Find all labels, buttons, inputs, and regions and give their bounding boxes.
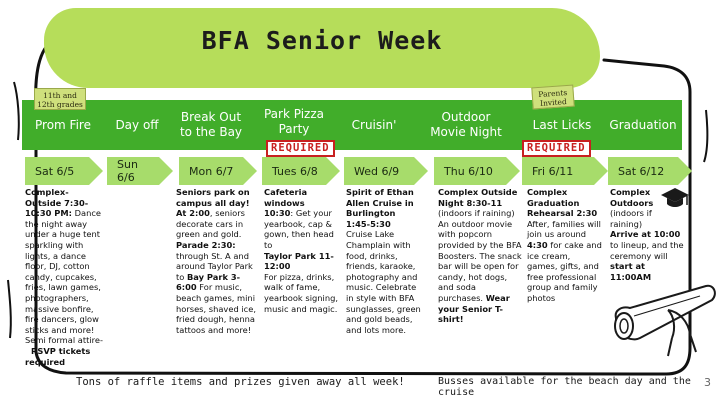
page-number: 3 bbox=[704, 376, 711, 389]
details-fri-rehearsal bbox=[527, 187, 603, 304]
details-fri-time: 4:30 bbox=[527, 239, 548, 250]
details-tues-text1: : Get your yearbook, cap & gown, then head to bbox=[264, 208, 334, 250]
details-sat2-title: Complex Outdoors bbox=[610, 187, 654, 208]
details-mon-baypark: Bay Park 3-6:00 bbox=[176, 271, 241, 293]
details-thu-text: (indoors if raining) An outdoor movie with popcorn provided by the BFA Boosters. The snack bar will be open for candy, hot dogs, and soda purchases. bbox=[438, 208, 522, 303]
date-sun-6-6: Sun 6/6 bbox=[107, 157, 159, 185]
footer-raffle-note: Tons of raffle items and prizes given away all week! bbox=[76, 376, 405, 388]
details-mon-bay bbox=[176, 187, 258, 335]
details-mon-park: Seniors park on campus all day! bbox=[176, 187, 250, 208]
details-sat2-text1: (indoors if raining) bbox=[610, 208, 652, 229]
date-tues-6-8: Tues 6/8 bbox=[262, 157, 326, 185]
event-break-out: Break Out to the Bay bbox=[179, 110, 243, 139]
graduation-cap-icon bbox=[660, 186, 690, 210]
details-wed-title: Spirit of Ethan Allen Cruise in Burlington 1:45-5:30 bbox=[346, 187, 414, 229]
details-wed-text: Cruise Lake Champlain with food, drinks, friends, karaoke, photography and music. Celebrate in style with BFA sunglasses, green and gold beads, and lots more. bbox=[346, 229, 421, 335]
details-tues-park: Taylor Park 11-12:00 bbox=[264, 250, 334, 272]
required-stamp-fri: REQUIRED bbox=[522, 140, 591, 157]
details-thu-title: Complex Outside Night 8:30-11 bbox=[438, 187, 518, 208]
event-day-off: Day off bbox=[115, 117, 159, 132]
details-sat2-arrive: Arrive at 10:00 bbox=[610, 229, 681, 240]
date-wed-6-9: Wed 6/9 bbox=[344, 157, 414, 185]
details-mon-parade: Parade 2:30: bbox=[176, 239, 236, 250]
event-last-licks: Last Licks bbox=[532, 117, 592, 132]
event-graduation: Graduation bbox=[609, 117, 677, 132]
details-fri-title: Complex Graduation Rehearsal 2:30 bbox=[527, 187, 598, 219]
details-mon-text1: , seniors decorate cars in green and gold. bbox=[176, 208, 245, 240]
date-sat-6-12: Sat 6/12 bbox=[608, 157, 678, 185]
details-fri-text1: After, families will join us around bbox=[527, 218, 601, 240]
event-prom-fire: Prom Fire bbox=[35, 117, 91, 132]
page-title: BFA Senior Week bbox=[201, 26, 443, 55]
details-fri-text2: for cake and ice cream, games, gifts, and free professional group and family photos bbox=[527, 239, 602, 303]
details-sat2-text2: to lineup, and the ceremony will bbox=[610, 239, 684, 261]
required-stamp-tues: REQUIRED bbox=[266, 140, 335, 157]
grades-tag: 11th and 12th grades bbox=[34, 88, 86, 110]
footer-bus-note: Busses available for the beach day and the cruise bbox=[438, 376, 691, 398]
details-tues-location: Cafeteria windows bbox=[264, 187, 308, 208]
details-wed-cruise bbox=[346, 187, 422, 335]
date-thu-6-10: Thu 6/10 bbox=[434, 157, 506, 185]
event-cruisin: Cruisin' bbox=[351, 117, 397, 132]
details-sat2-start: start at 11:00AM bbox=[610, 261, 652, 282]
date-mon-6-7: Mon 6/7 bbox=[179, 157, 243, 185]
details-tues-text2: For pizza, drinks, walk of fame, yearbook signing, music and magic. bbox=[264, 271, 338, 314]
date-sat-6-5: Sat 6/5 bbox=[25, 157, 89, 185]
details-sat-rsvp: RSVP tickets required bbox=[25, 345, 91, 367]
details-thu-shirt: Wear your Senior T-shirt! bbox=[438, 292, 510, 325]
diploma-scroll-icon bbox=[610, 276, 718, 368]
details-tues-time: 10:30 bbox=[264, 208, 291, 219]
details-sat-text: Dance the night away under a huge tent sparkling with lights, a dance floor, DJ, cotton candy, cupcakes, fries, lawn games, photographers, massive bonfire, fire dancers, glow sticks and more! Semi formal attire- bbox=[25, 208, 103, 346]
details-mon-time1: At 2:00 bbox=[176, 208, 210, 219]
event-movie-night: Outdoor Movie Night bbox=[430, 110, 502, 139]
date-fri-6-11: Fri 6/11 bbox=[522, 157, 594, 185]
details-thu-movie bbox=[438, 187, 522, 325]
details-tues-pizza bbox=[264, 187, 338, 314]
event-park-pizza: Park Pizza Party bbox=[263, 107, 324, 136]
details-sat-time: Complex- Outside 7:30-10:30 PM: bbox=[25, 187, 89, 219]
parents-invited-tag: Parents Invited bbox=[531, 85, 574, 110]
details-sat-prom bbox=[25, 187, 107, 367]
details-mon-text3: For music, beach games, mini horses, shaved ice, fried dough, henna tattoos and more! bbox=[176, 282, 256, 335]
details-mon-text2: through St. A and around Taylor Park to bbox=[176, 250, 253, 282]
